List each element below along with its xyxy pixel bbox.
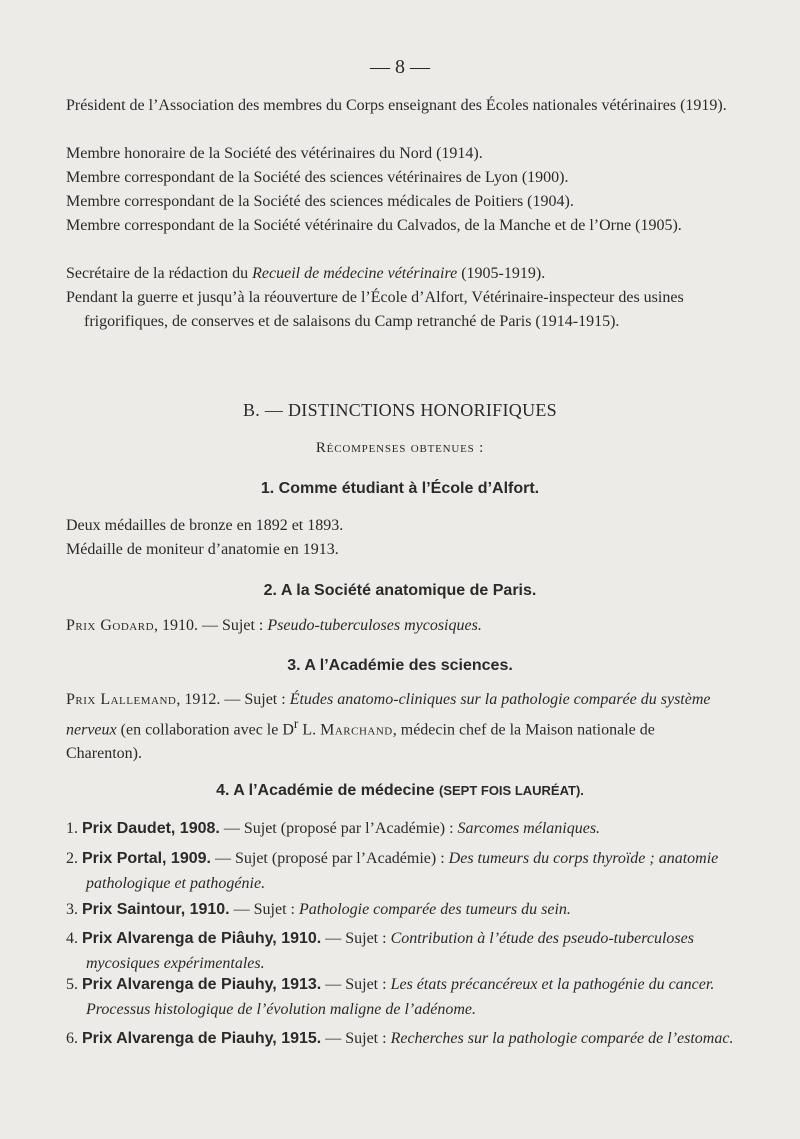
journal-title: Recueil de médecine vétérinaire — [252, 265, 458, 282]
lallemand-subject: Études anatomo-cliniques sur la pathologie comparée du système nerveux — [66, 691, 711, 739]
collab-initial: L. — [298, 721, 321, 739]
prize-name: Prix Alvarenga de Piauhy, 1913. — [82, 976, 322, 993]
title-entry: Membre honoraire de la Société des vétérinaires du Nord (1914). — [66, 145, 483, 162]
prize-subject-label: — Sujet : — [321, 976, 391, 993]
heading-academie-medecine — [0, 782, 800, 800]
prize-name: Prix Daudet, 1908. — [82, 820, 220, 837]
prize-item — [66, 1026, 754, 1051]
prize-subject: Pathologie comparée des tumeurs du sein. — [298, 901, 571, 918]
prize-subject: Des tumeurs du corps thyroïde ; anatomie pathologique et pathogénie. — [86, 850, 719, 892]
prize-item — [66, 926, 754, 976]
godard-entry — [66, 614, 734, 638]
prize-subject: Sarcomes mélaniques. — [457, 820, 601, 837]
prize-name: Prix Saintour, 1910. — [82, 901, 230, 918]
prize-subject-label: — Sujet : — [229, 901, 299, 918]
section-subtitle: Récompenses obtenues : — [315, 440, 485, 456]
secretary-entry — [66, 262, 752, 286]
godard-year-subject: , 1910. — Sujet : — [154, 617, 268, 634]
lallemand-collab-post: , médecin chef de la Maison nationale de Charenton). — [66, 721, 655, 763]
prize-number: 5. — [66, 976, 78, 993]
title-entry: Membre correspondant de la Société des sciences vétérinaires de Lyon (1900). — [66, 169, 569, 186]
lallemand-prize: Prix Lallemand — [66, 691, 177, 708]
prize-number: 2. — [66, 850, 78, 867]
title-entry: Membre correspondant de la Société vétérinaire du Calvados, de la Manche et de l’Orne (1905). — [66, 217, 682, 234]
prize-item — [66, 846, 754, 896]
prize-subject-label: — Sujet (proposé par l’Académie) : — [219, 820, 458, 837]
prize-subject: Contribution à l’étude des pseudo-tuberculoses mycosiques expérimentales. — [86, 930, 694, 972]
lallemand-entry — [66, 688, 734, 766]
heading-medecine-main: 4. A l’Académie de médecine — [216, 782, 435, 799]
prize-name: Prix Alvarenga de Piâuhy, 1910. — [82, 930, 322, 947]
godard-prize: Prix Godard — [66, 617, 155, 634]
heading-alfort: 1. Comme étudiant à l’École d’Alfort. — [260, 480, 540, 497]
prize-number: 6. — [66, 1030, 78, 1047]
dr-superscript: r — [293, 716, 299, 731]
alfort-line: Médaille de moniteur d’anatomie en 1913. — [66, 541, 339, 558]
war-entry: Pendant la guerre et jusqu’à la réouverture de l’École d’Alfort, Vétérinaire-inspecteur des usines frigorifiques, de conserves et de salaisons du Camp retranché de Paris (1914-1915). — [66, 289, 684, 330]
prize-item — [66, 972, 754, 1022]
prize-subject-label: — Sujet : — [321, 930, 391, 947]
lallemand-collab-pre: (en collaboration avec le D — [116, 721, 294, 739]
page-number: — 8 — — [370, 56, 430, 78]
prize-number: 1. — [66, 820, 78, 837]
collab-name: Marchand — [320, 721, 393, 739]
prize-number: 4. — [66, 930, 78, 947]
alfort-line: Deux médailles de bronze en 1892 et 1893. — [66, 517, 344, 534]
title-entry: Membre correspondant de la Société des sciences médicales de Poitiers (1904). — [66, 193, 574, 210]
prize-subject: Les états précancéreux et la pathogénie du cancer. Processus histologique de l’évolution maligne de l’adénome. — [86, 976, 715, 1018]
title-entry: Président de l’Association des membres du Corps enseignant des Écoles nationales vétérinaires (1919). — [66, 97, 727, 114]
section-title: B. — DISTINCTIONS HONORIFIQUES — [242, 400, 557, 420]
heading-medecine-note: (SEPT FOIS LAURÉAT). — [438, 783, 584, 798]
heading-academie-sciences: 3. A l’Académie des sciences. — [287, 657, 513, 674]
prize-item — [66, 897, 754, 922]
godard-subject: Pseudo-tuberculoses mycosiques. — [267, 617, 482, 634]
prize-item — [66, 816, 754, 841]
secretary-prefix: Secrétaire de la rédaction du — [66, 265, 253, 282]
prize-subject-label: — Sujet : — [321, 1030, 391, 1047]
heading-societe-anatomique: 2. A la Société anatomique de Paris. — [263, 582, 537, 599]
prize-number: 3. — [66, 901, 78, 918]
secretary-suffix: (1905-1919). — [457, 265, 546, 282]
prize-subject: Recherches sur la pathologie comparée de l’estomac. — [390, 1030, 734, 1047]
prize-subject-label: — Sujet (proposé par l’Académie) : — [210, 850, 449, 867]
lallemand-year-subject: , 1912. — Sujet : — [176, 691, 290, 708]
prize-name: Prix Alvarenga de Piauhy, 1915. — [82, 1030, 322, 1047]
prize-name: Prix Portal, 1909. — [82, 850, 211, 867]
